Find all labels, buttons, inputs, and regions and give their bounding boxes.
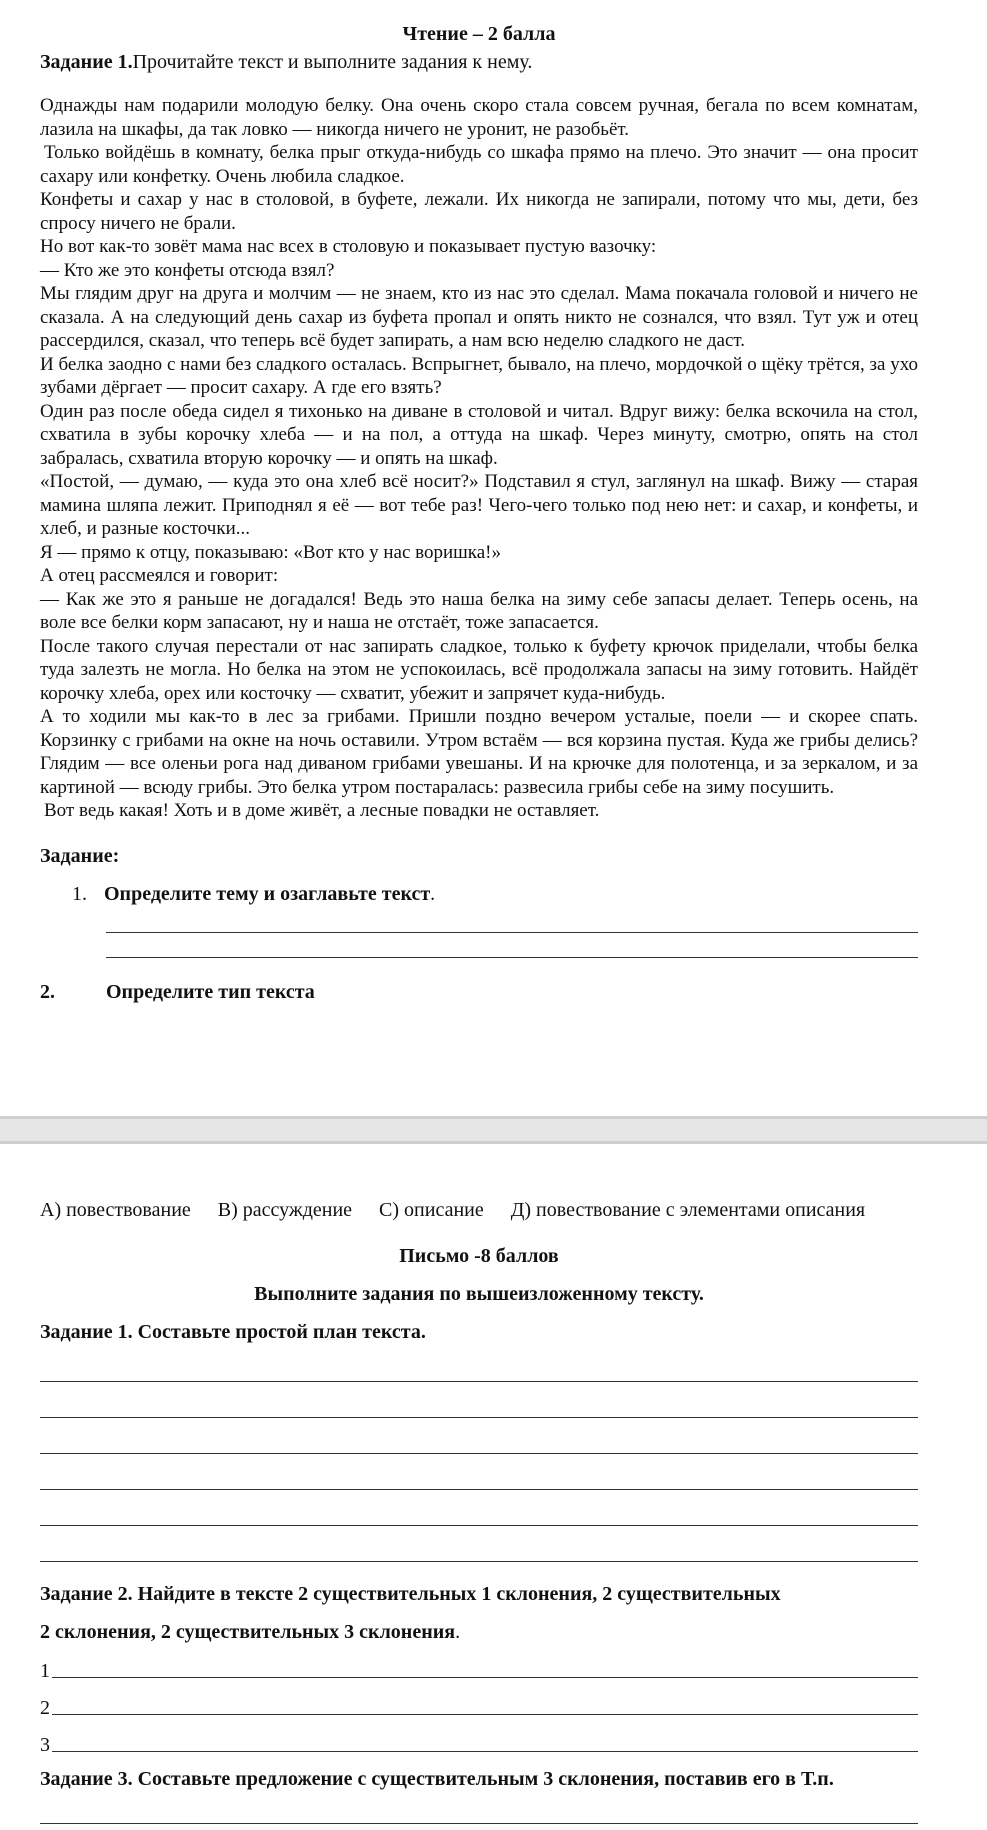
section-title: Чтение – 2 балла (402, 23, 556, 45)
task1-heading (40, 48, 918, 76)
writing-task2-line2 (40, 1618, 918, 1646)
answer-line[interactable] (106, 933, 918, 958)
story-paragraph: Вот ведь какая! Хоть и в доме живёт, а лесные повадки не оставляет. (44, 800, 600, 821)
story-paragraph: — Кто же это конфеты отсюда взял? (40, 259, 335, 281)
story-paragraph: Я — прямо к отцу, показываю: «Вот кто у нас воришка!» (40, 541, 501, 563)
question-2-text: Определите тип текста (106, 980, 315, 1003)
option-d[interactable]: Д) повествование с элементами описания (510, 1199, 866, 1221)
writing-task1: Задание 1. Составьте простой план текста. (40, 1321, 426, 1343)
task1-text: Прочитайте текст и выполните задания к нему. (132, 51, 533, 73)
story-paragraph: Но вот как-то зовёт мама нас всех в столовую и показывает пустую вазочку: (40, 236, 657, 257)
line-number: 2 (40, 1697, 50, 1719)
story-paragraph: Однажды нам подарили молодую белку. Она очень скоро стала совсем ручная, бегала по всем комнатам, лазила на шкафы, да так ловко — никогда ничего не уронит, не разобьёт. (40, 95, 918, 140)
question-1-text: Определите тему и озаглавьте текст (104, 882, 431, 905)
story-paragraph: Мы глядим друг на друга и молчим — не знаем, кто из нас это сделал. Мама покачала головой и ничего не сказала. А на следующий день сахар из буфета пропал и опять никто не сознался, что взял. Тут уж и отец рассердился, сказал, что теперь всё будет запирать, а нам всю неделю сладкого не даст. (40, 283, 918, 351)
story-paragraph: После такого случая перестали от нас запирать сладкое, только к буфету крючок приделали, чтобы белка туда залезть не могла. Но белка на этом не успокоилась, всё продолжала запасы на зиму готовить. Найдёт корочку хлеба, орех или косточку — схватит, убежит и запрячет куда-нибудь. (40, 635, 918, 704)
option-a[interactable]: А) повествование (40, 1199, 191, 1221)
answer-line[interactable] (52, 1713, 918, 1715)
writing-task2-period: . (455, 1621, 461, 1643)
question-1-number: 1. (72, 882, 87, 905)
numbered-answer-line[interactable] (40, 1683, 918, 1720)
question-2-number: 2. (40, 980, 55, 1003)
numbered-answer-line[interactable] (40, 1646, 918, 1683)
plan-lines (40, 1346, 918, 1562)
questions-label: Задание: (40, 844, 120, 867)
answer-line[interactable] (40, 1382, 918, 1418)
task3-lines (40, 1793, 918, 1824)
story-paragraph: И белка заодно с нами без сладкого осталась. Вспрыгнет, бывало, на плечо, мордочкой о щёку трётся, за ухо зубами дёргает — просит сахару. А где его взять? (40, 353, 918, 398)
numbered-answer-line[interactable] (40, 1720, 918, 1757)
question-1-period: . (430, 882, 436, 905)
story-paragraph: «Постой, — думаю, — куда это она хлеб всё носит?» Подставил я стул, заглянул на шкаф. Вижу — старая мамина шляпа лежит. Приподнял я её — вот тебе раз! Чего-чего только под нею нет: и сахар, и конфеты, и хлеб, и разные косточки... (40, 471, 918, 539)
answer-line[interactable] (52, 1750, 918, 1752)
line-number: 1 (40, 1660, 50, 1682)
story-text (40, 94, 918, 823)
story-paragraph: Только войдёшь в комнату, белка прыг откуда-нибудь со шкафа прямо на плечо. Это значит — она просит сахару или конфетку. Очень любила сладкое. (40, 142, 918, 187)
option-c[interactable]: С) описание (379, 1199, 484, 1221)
answer-line[interactable] (52, 1676, 918, 1678)
question-2 (40, 978, 918, 1006)
answer-line[interactable] (106, 908, 918, 933)
writing-page (40, 1196, 918, 1824)
story-paragraph: Один раз после обеда сидел я тихонько на диване в столовой и читал. Вдруг вижу: белка вскочила на стол, схватила в зубы корочку хлеба — и на пол, а оттуда на шкаф. Через минуту, смотрю, опять на стол забралась, схватила вторую корочку — и опять на шкаф. (40, 400, 918, 469)
writing-task2-line1: Задание 2. Найдите в тексте 2 существительных 1 склонения, 2 существительных (40, 1583, 781, 1605)
reading-page (40, 20, 918, 1006)
question-1 (72, 880, 918, 908)
task1-label: Задание 1. (40, 51, 133, 73)
story-paragraph: А отец рассмеялся и говорит: (40, 565, 279, 586)
answer-line[interactable] (40, 1793, 918, 1824)
writing-title: Письмо -8 баллов (399, 1245, 559, 1267)
answer-line[interactable] (40, 1490, 918, 1526)
line-number: 3 (40, 1734, 50, 1756)
answer-line[interactable] (40, 1454, 918, 1490)
page-break (0, 1116, 987, 1144)
option-b[interactable]: В) рассуждение (217, 1199, 353, 1221)
writing-instruction: Выполните задания по вышеизложенному тексту. (254, 1283, 704, 1305)
writing-task2-text: 2 склонения, 2 существительных 3 склонения (40, 1621, 456, 1643)
answer-line[interactable] (40, 1418, 918, 1454)
answer-line[interactable] (40, 1526, 918, 1562)
story-paragraph: — Как же это я раньше не догадался! Ведь это наша белка на зиму себе запасы делает. Теперь осень, на воле все белки корм запасают, ну и наша не отстаёт, тоже запасается. (40, 588, 918, 633)
story-paragraph: А то ходили мы как-то в лес за грибами. Пришли поздно вечером усталые, поели — и скорее спать. Корзинку с грибами на окне на ночь оставили. Утром встаём — вся корзина пустая. Куда же грибы делись? Глядим — все оленьи рога над диваном грибами увешаны. И на крючке для полотенца, и за зеркалом, и за картиной — всюду грибы. Это белка утром постаралась: развесила грибы себе на зиму посушить. (40, 706, 918, 798)
answer-options (40, 1196, 918, 1224)
story-paragraph: Конфеты и сахар у нас в столовой, в буфете, лежали. Их никогда не запирали, потому что мы, дети, без спросу ничего не брали. (40, 189, 918, 234)
writing-task3: Задание 3. Составьте предложение с существительным 3 склонения, поставив его в Т.п. (40, 1768, 834, 1790)
answer-line[interactable] (40, 1346, 918, 1382)
